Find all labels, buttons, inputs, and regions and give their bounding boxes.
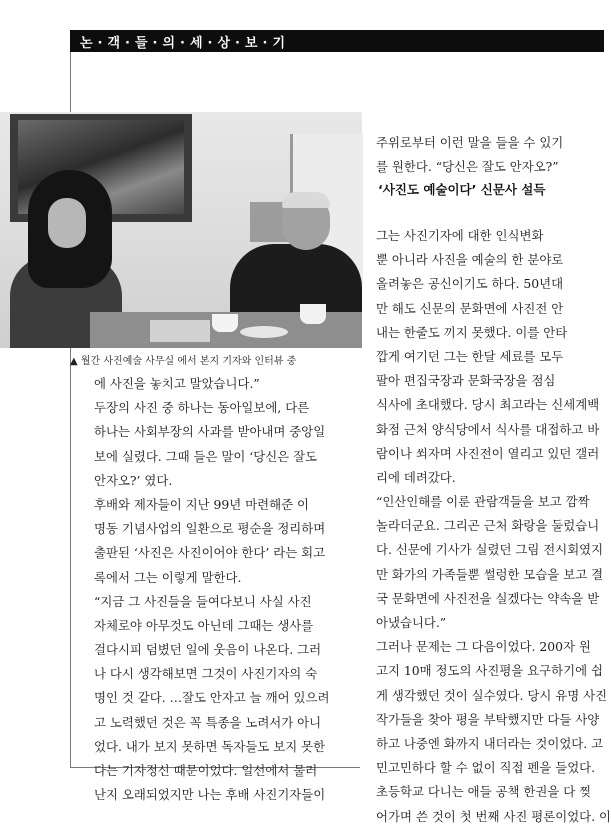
text-line: 다. 신문에 기사가 실렸던 그림 전시회였지 — [376, 542, 604, 558]
text-line: 게 생각했던 것이 실수였다. 당시 유명 사진 — [376, 687, 608, 703]
text-line: 나 다시 생각해보면 그것이 사진기자의 숙 — [94, 666, 318, 682]
text-line: 만 해도 신문의 문화면에 사진전 안 — [376, 300, 564, 316]
right-column-intro — [376, 131, 562, 179]
text-line: 팔아 편집국장과 문화국장을 점심 — [376, 373, 556, 389]
text-line: 출판된 ‘사진은 사진이어야 한다’ 라는 회고 — [94, 545, 326, 561]
section-header-title: 논·객·들·의·세·상·보·기 — [80, 36, 291, 51]
text-line: 국 문화면에 사진전을 실겠다는 약속을 받 — [376, 590, 600, 606]
right-column-body — [376, 224, 611, 829]
text-line: 고지 10매 정도의 사진평을 요구하기에 쉽 — [376, 663, 603, 679]
text-line: 보에 실렸다. 그때 들은 말이 ‘당신은 잘도 — [94, 448, 318, 464]
text-line: 후배와 제자들이 지난 99년 마련해준 이 — [94, 496, 309, 512]
text-line: 자체로야 아무것도 아닌데 그때는 생사를 — [94, 617, 314, 633]
text-line: 민고민하다 할 수 없이 직접 펜을 들었다. — [376, 760, 596, 776]
text-line: “인산인해를 이룬 관람객들을 보고 깜짝 — [376, 494, 590, 510]
teacup — [212, 314, 238, 332]
text-line: 올려놓은 공신이기도 하다. 50년대 — [376, 276, 564, 292]
text-line: 식사에 초대했다. 당시 최고라는 신세계백 — [376, 397, 600, 413]
text-line: 에 사진을 놓치고 말았습니다.” — [94, 376, 260, 391]
text-line: 하나는 사회부장의 사과를 받아내며 중앙일 — [94, 424, 326, 440]
left-column-body — [94, 372, 360, 807]
photo-caption: ▲ 월간 사진예술 사무실 에서 본지 기자와 인터뷰 중 — [70, 356, 297, 367]
text-line: 어가며 쓴 것이 첫 번째 사진 평론이었다. 이 — [376, 808, 611, 824]
section-header-bar — [70, 30, 604, 52]
text-line: 안자오?’ 였다. — [94, 472, 173, 488]
text-line: 명인 것 같다. …잘도 안자고 늘 깨어 있으려 — [94, 690, 330, 706]
text-line: 그는 사진기자에 대한 인식변화 — [376, 228, 544, 243]
text-line: 그러나 문제는 그 다음이었다. 200자 원 — [376, 639, 591, 655]
text-line: 깝게 여기던 그는 한달 세료를 모두 — [376, 348, 564, 364]
papers — [150, 320, 210, 342]
text-line: 화점 근처 양식당에서 식사를 대접하고 바 — [376, 421, 600, 437]
section-subheading: ‘사진도 예술이다’ 신문사 설득 — [378, 182, 546, 197]
interviewee-hair — [282, 192, 330, 208]
interviewer-face — [48, 198, 86, 248]
text-line: 록에서 그는 이렇게 말한다. — [94, 569, 242, 585]
text-line: 난지 오래되었지만 나는 후배 사진기자들이 — [94, 787, 326, 803]
text-line: 다는 기자정신 때문이었다. 일선에서 물러 — [94, 763, 318, 778]
text-line: 었다. 내가 보지 못하면 독자들도 보지 못한 — [94, 738, 326, 754]
text-line: 초등학교 다니는 애들 공책 한권을 다 찢 — [376, 784, 592, 800]
text-line: “지금 그 사진들을 들여다보니 사실 사진 — [94, 593, 312, 609]
text-line: 걸다시피 덤볐던 일에 웃음이 나온다. 그러 — [94, 642, 322, 658]
text-line: 하고 나중엔 화까지 내더라는 것이었다. 고 — [376, 735, 604, 751]
text-line: 리에 데려갔다. — [376, 469, 456, 485]
text-line: 내는 한줄도 끼지 못했다. 이를 안타 — [376, 324, 568, 340]
text-line: 만 화가의 가족들뿐 썰렁한 모습을 보고 결 — [376, 566, 604, 582]
text-line: 두장의 사진 중 하나는 동아일보에, 다른 — [94, 400, 310, 416]
plate — [240, 326, 288, 338]
text-line: 주위로부터 이런 말을 들을 수 있기 — [376, 135, 564, 150]
text-line: 놀라더군요. 그리곤 근처 화랑을 둘렀습니 — [376, 518, 600, 534]
text-line: 람이나 쐬자며 사진전이 열리고 있던 갤러 — [376, 445, 600, 461]
text-line: 뿐 아니라 사진을 예술의 한 분야로 — [376, 252, 564, 268]
text-line: 고 노력했던 것은 꼭 특종을 노려서가 아니 — [94, 714, 322, 730]
text-line: 아냈습니다.” — [376, 615, 447, 630]
text-line: 명동 기념사업의 일환으로 평순을 정리하며 — [94, 521, 326, 537]
teacup — [300, 304, 326, 324]
interview-photo — [0, 112, 362, 348]
text-line: 작가들을 찾아 평을 부탁했지만 다들 사양 — [376, 711, 600, 727]
text-line: 를 원한다. “당신은 잘도 안자오?” — [376, 159, 559, 175]
